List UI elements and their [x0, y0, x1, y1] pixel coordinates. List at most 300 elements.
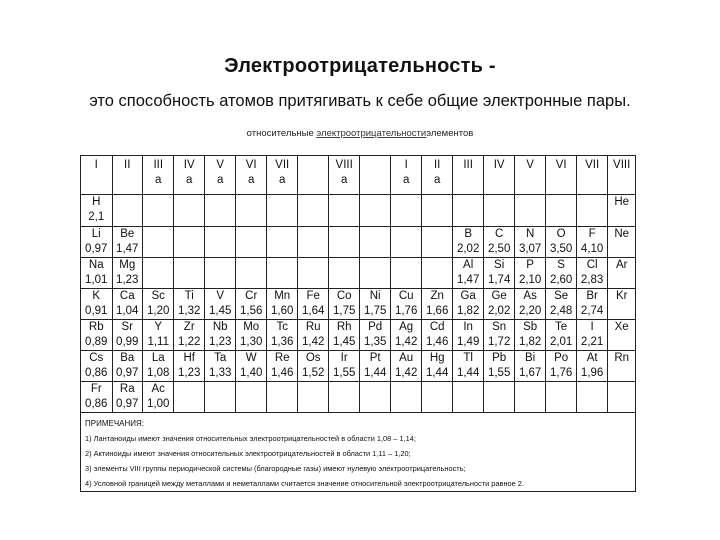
- electronegativity-value: 1,82: [518, 336, 542, 348]
- element-symbol: O: [556, 228, 566, 240]
- electronegativity-value: 1,52: [302, 367, 325, 379]
- element-symbol: Tc: [276, 321, 288, 333]
- group-number: I: [94, 159, 98, 171]
- subgroup-letter: a: [248, 174, 255, 186]
- electronegativity-value: 1,42: [394, 367, 418, 379]
- group-header-cell: [236, 156, 266, 195]
- element-cell: [142, 195, 174, 227]
- element-symbol: Cd: [429, 321, 445, 333]
- element-symbol: Co: [336, 290, 352, 302]
- note-item: 3) элементы VIII группы периодической системы (благородные газы) имеют нулевую электроотрицательность;: [85, 464, 466, 473]
- electronegativity-value: 1,45: [209, 305, 232, 317]
- element-cell: [204, 289, 236, 320]
- element-cell: [452, 258, 484, 289]
- group-header-cell: [81, 156, 113, 195]
- element-cell: [142, 289, 174, 320]
- element-cell: [298, 320, 328, 351]
- element-symbol: W: [245, 352, 257, 364]
- electronegativity-value: 1,46: [271, 367, 294, 379]
- element-cell: [484, 320, 514, 351]
- element-cell: [484, 351, 514, 382]
- subgroup-letter: a: [186, 174, 193, 186]
- element-symbol: Y: [154, 321, 163, 333]
- element-cell: [390, 382, 422, 413]
- element-cell: [236, 227, 266, 258]
- subgroup-letter: a: [402, 174, 410, 186]
- element-symbol: Sb: [523, 321, 538, 333]
- electronegativity-value: 1,76: [394, 305, 418, 317]
- element-cell: [112, 382, 142, 413]
- element-symbol: Sn: [492, 321, 507, 333]
- element-symbol: Pb: [492, 352, 507, 364]
- group-header-row: [81, 156, 636, 195]
- group-number: II: [124, 159, 131, 171]
- element-symbol: Ge: [491, 290, 507, 302]
- element-cell: [360, 258, 390, 289]
- group-header-cell: [546, 156, 576, 195]
- group-header-cell: [266, 156, 298, 195]
- electronegativity-value: 1,11: [147, 336, 169, 348]
- electronegativity-table-container: [80, 155, 636, 488]
- element-symbol: Ir: [340, 352, 348, 364]
- element-symbol: Zr: [183, 321, 195, 333]
- element-symbol: Ca: [119, 290, 135, 302]
- element-cell: [546, 289, 576, 320]
- electronegativity-value: 2,20: [518, 305, 542, 317]
- group-number: VII: [585, 159, 600, 171]
- element-symbol: Bi: [525, 352, 536, 364]
- element-symbol: Mg: [119, 259, 136, 271]
- electronegativity-value: 1,44: [425, 367, 449, 379]
- note-item: 4) Условной границей между металлами и неметаллами считается значение относительной электроотрицательности равное 2.: [85, 479, 524, 488]
- element-cell: [390, 289, 422, 320]
- group-number: V: [526, 159, 534, 171]
- element-cell: [484, 289, 514, 320]
- element-cell: [266, 351, 298, 382]
- element-cell: [112, 258, 142, 289]
- electronegativity-value: 1,42: [394, 336, 418, 348]
- element-symbol: H: [92, 196, 101, 208]
- element-cell: [174, 382, 204, 413]
- element-cell: [204, 195, 236, 227]
- element-symbol: Be: [120, 228, 135, 240]
- electronegativity-value: 0,86: [85, 398, 108, 410]
- element-cell: [484, 382, 514, 413]
- electronegativity-value: 2,50: [487, 243, 511, 255]
- electronegativity-value: 1,22: [178, 336, 201, 348]
- element-symbol: He: [614, 196, 630, 208]
- electronegativity-value: 3,50: [549, 243, 573, 255]
- period-row: [81, 320, 636, 351]
- table-caption: [0, 128, 720, 139]
- electronegativity-value: 1,23: [116, 274, 139, 286]
- electronegativity-value: 1,64: [302, 305, 325, 317]
- element-cell: [266, 258, 298, 289]
- subgroup-letter: a: [340, 174, 348, 186]
- element-cell: [174, 289, 204, 320]
- element-cell: [298, 351, 328, 382]
- element-cell: [266, 382, 298, 413]
- electronegativity-value: 1,74: [487, 274, 511, 286]
- electronegativity-value: 1,75: [363, 305, 387, 317]
- page-title: Электроотрицательность -: [224, 55, 496, 77]
- element-symbol: Cl: [586, 259, 598, 271]
- electronegativity-value: 1,45: [332, 336, 356, 348]
- group-number: VIII: [335, 159, 353, 171]
- electronegativity-value: 0,89: [85, 336, 108, 348]
- caption-suffix: элементов: [426, 128, 474, 139]
- electronegativity-value: 2,48: [549, 305, 573, 317]
- element-cell: [142, 320, 174, 351]
- electronegativity-value: 1,67: [518, 367, 542, 379]
- element-cell: [174, 320, 204, 351]
- element-symbol: Ba: [120, 352, 135, 364]
- electronegativity-value: 3,07: [518, 243, 542, 255]
- element-cell: [112, 320, 142, 351]
- element-cell: [298, 227, 328, 258]
- element-symbol: S: [557, 259, 565, 271]
- element-cell: [452, 351, 484, 382]
- element-symbol: Li: [91, 228, 101, 240]
- electronegativity-value: 1,82: [456, 305, 480, 317]
- element-cell: [328, 382, 360, 413]
- group-header-cell: [112, 156, 142, 195]
- element-symbol: Al: [463, 259, 474, 271]
- element-symbol: Hg: [429, 352, 445, 364]
- notes-heading: ПРИМЕЧАНИЯ:: [85, 419, 145, 428]
- element-cell: [514, 258, 546, 289]
- electronegativity-value: 1,01: [85, 274, 108, 286]
- element-cell: [514, 289, 546, 320]
- element-cell: [236, 351, 266, 382]
- group-number: VII: [275, 159, 290, 171]
- electronegativity-value: 2,01: [549, 336, 573, 348]
- group-number: VI: [555, 159, 567, 171]
- element-cell: [142, 351, 174, 382]
- element-symbol: Te: [555, 321, 568, 333]
- element-cell: [608, 227, 636, 258]
- electronegativity-value: 1,20: [147, 305, 170, 317]
- element-cell: [328, 227, 360, 258]
- element-cell: [174, 351, 204, 382]
- element-cell: [81, 195, 113, 227]
- notes-cell: [81, 413, 636, 492]
- element-symbol: Cs: [89, 352, 104, 364]
- electronegativity-value: 1,75: [332, 305, 356, 317]
- element-cell: [298, 382, 328, 413]
- element-symbol: Ne: [614, 228, 630, 240]
- element-symbol: Hf: [183, 352, 195, 364]
- element-cell: [298, 289, 328, 320]
- element-cell: [514, 382, 546, 413]
- element-cell: [390, 195, 422, 227]
- element-cell: [236, 320, 266, 351]
- note-item: 1) Лантаноиды имеют значения относительных электроотрицательностей в области 1,08 – 1,14;: [85, 434, 416, 443]
- period-row: [81, 351, 636, 382]
- element-cell: [142, 382, 174, 413]
- element-cell: [576, 195, 608, 227]
- electronegativity-value: 2,10: [518, 274, 542, 286]
- element-cell: [298, 258, 328, 289]
- element-cell: [204, 320, 236, 351]
- element-cell: [298, 195, 328, 227]
- element-cell: [360, 351, 390, 382]
- element-symbol: Kr: [615, 290, 628, 302]
- element-symbol: B: [464, 228, 472, 240]
- element-symbol: Pd: [368, 321, 383, 333]
- electronegativity-value: 1,56: [240, 305, 263, 317]
- element-cell: [546, 227, 576, 258]
- group-header-cell: [360, 156, 390, 195]
- electronegativity-value: 1,04: [116, 305, 139, 317]
- element-cell: [576, 227, 608, 258]
- element-symbol: Na: [88, 259, 104, 271]
- electronegativity-value: 1,49: [456, 336, 480, 348]
- electronegativity-value: 4,10: [580, 243, 604, 255]
- group-header-cell: [576, 156, 608, 195]
- group-number: I: [404, 159, 408, 171]
- element-cell: [452, 382, 484, 413]
- electronegativity-value: 1,76: [549, 367, 573, 379]
- caption-prefix: относительные: [246, 128, 314, 139]
- element-cell: [112, 195, 142, 227]
- element-cell: [546, 195, 576, 227]
- electronegativity-value: 0,97: [85, 243, 108, 255]
- element-cell: [484, 195, 514, 227]
- element-symbol: Ar: [615, 259, 628, 271]
- period-row: [81, 382, 636, 413]
- element-cell: [390, 351, 422, 382]
- subgroup-letter: a: [155, 174, 162, 186]
- element-symbol: As: [523, 290, 537, 302]
- element-symbol: Ti: [184, 290, 194, 302]
- element-cell: [576, 289, 608, 320]
- element-cell: [204, 382, 236, 413]
- electronegativity-value: 2,83: [580, 274, 604, 286]
- element-cell: [266, 227, 298, 258]
- electronegativity-value: 1,30: [240, 336, 263, 348]
- element-cell: [266, 289, 298, 320]
- electronegativity-value: 1,35: [363, 336, 387, 348]
- group-number: VIII: [613, 159, 631, 171]
- group-header-cell: [484, 156, 514, 195]
- element-symbol: Xe: [614, 321, 629, 333]
- electronegativity-value: 1,40: [240, 367, 263, 379]
- element-cell: [546, 320, 576, 351]
- note-item: 2) Актиноиды имеют значения относительных электроотрицательностей в области 1,11 – 1,20;: [85, 449, 411, 458]
- group-number: V: [216, 159, 225, 171]
- element-symbol: Au: [399, 352, 414, 364]
- element-cell: [608, 258, 636, 289]
- element-symbol: Os: [305, 352, 321, 364]
- electronegativity-value: 2,1: [88, 211, 105, 223]
- element-symbol: Sc: [151, 290, 165, 302]
- element-cell: [576, 258, 608, 289]
- element-cell: [328, 351, 360, 382]
- electronegativity-value: 1,23: [178, 367, 201, 379]
- caption-link[interactable]: электроотрицательности: [316, 128, 427, 139]
- element-symbol: Ta: [214, 352, 227, 364]
- element-cell: [390, 227, 422, 258]
- group-number: III: [463, 159, 473, 171]
- element-symbol: V: [216, 290, 225, 302]
- period-row: [81, 195, 636, 227]
- element-cell: [236, 195, 266, 227]
- period-row: [81, 227, 636, 258]
- element-cell: [204, 227, 236, 258]
- subgroup-letter: a: [279, 174, 286, 186]
- electronegativity-value: 0,91: [85, 305, 108, 317]
- element-cell: [81, 351, 113, 382]
- element-cell: [204, 351, 236, 382]
- notes-row: [81, 413, 636, 492]
- element-cell: [174, 195, 204, 227]
- electronegativity-value: 2,02: [456, 243, 480, 255]
- element-cell: [112, 289, 142, 320]
- element-cell: [328, 195, 360, 227]
- electronegativity-value: 1,72: [487, 336, 511, 348]
- electronegativity-table: [80, 155, 636, 492]
- element-cell: [452, 227, 484, 258]
- group-header-cell: [608, 156, 636, 195]
- element-cell: [484, 227, 514, 258]
- element-cell: [81, 382, 113, 413]
- element-cell: [608, 289, 636, 320]
- element-symbol: Fr: [90, 383, 102, 395]
- element-symbol: Pt: [369, 352, 381, 364]
- element-cell: [422, 382, 452, 413]
- element-symbol: Si: [494, 259, 505, 271]
- element-symbol: Se: [554, 290, 569, 302]
- group-header-cell: [390, 156, 422, 195]
- group-header-cell: [514, 156, 546, 195]
- group-number: VI: [245, 159, 257, 171]
- element-cell: [81, 227, 113, 258]
- element-symbol: Mn: [274, 290, 291, 302]
- electronegativity-value: 1,96: [580, 367, 604, 379]
- element-symbol: Zn: [430, 290, 444, 302]
- electronegativity-value: 0,97: [116, 367, 139, 379]
- element-cell: [608, 351, 636, 382]
- element-symbol: Ra: [119, 383, 135, 395]
- element-symbol: N: [525, 228, 535, 240]
- element-cell: [452, 195, 484, 227]
- element-symbol: Fe: [306, 290, 320, 302]
- element-cell: [81, 258, 113, 289]
- element-cell: [576, 351, 608, 382]
- electronegativity-value: 2,60: [549, 274, 573, 286]
- element-symbol: Ru: [305, 321, 321, 333]
- element-symbol: In: [463, 321, 473, 333]
- element-symbol: Re: [274, 352, 290, 364]
- element-cell: [514, 320, 546, 351]
- electronegativity-value: 1,23: [209, 336, 232, 348]
- electronegativity-value: 1,42: [302, 336, 325, 348]
- element-symbol: Rn: [614, 352, 630, 364]
- element-symbol: Br: [586, 290, 598, 302]
- electronegativity-value: 2,02: [487, 305, 511, 317]
- element-cell: [266, 195, 298, 227]
- element-symbol: Ag: [399, 321, 414, 333]
- element-cell: [360, 227, 390, 258]
- electronegativity-value: 1,47: [456, 274, 480, 286]
- electronegativity-value: 0,86: [85, 367, 108, 379]
- element-cell: [142, 227, 174, 258]
- element-symbol: Po: [554, 352, 569, 364]
- element-cell: [360, 320, 390, 351]
- element-symbol: P: [526, 259, 534, 271]
- element-symbol: Ni: [369, 290, 381, 302]
- electronegativity-value: 0,99: [116, 336, 139, 348]
- electronegativity-value: 2,21: [580, 336, 604, 348]
- element-symbol: Rb: [88, 321, 104, 333]
- element-symbol: C: [494, 228, 504, 240]
- element-cell: [328, 258, 360, 289]
- element-cell: [204, 258, 236, 289]
- electronegativity-value: 1,44: [456, 367, 480, 379]
- element-symbol: Nb: [212, 321, 228, 333]
- element-cell: [546, 351, 576, 382]
- element-cell: [452, 289, 484, 320]
- group-number: II: [433, 159, 441, 171]
- element-cell: [360, 289, 390, 320]
- element-symbol: La: [151, 352, 165, 364]
- electronegativity-value: 1,55: [487, 367, 511, 379]
- group-header-cell: [422, 156, 452, 195]
- element-cell: [422, 195, 452, 227]
- element-cell: [576, 382, 608, 413]
- electronegativity-value: 1,47: [116, 243, 139, 255]
- group-header-cell: [328, 156, 360, 195]
- element-cell: [266, 320, 298, 351]
- group-number: IV: [183, 159, 195, 171]
- element-cell: [546, 258, 576, 289]
- element-cell: [360, 382, 390, 413]
- element-cell: [576, 320, 608, 351]
- group-header-cell: [204, 156, 236, 195]
- period-row: [81, 289, 636, 320]
- element-symbol: At: [586, 352, 598, 364]
- element-symbol: Cr: [245, 290, 258, 302]
- electronegativity-value: 1,33: [209, 367, 232, 379]
- element-cell: [608, 195, 636, 227]
- element-cell: [174, 227, 204, 258]
- element-cell: [422, 258, 452, 289]
- group-number: IV: [493, 159, 505, 171]
- electronegativity-value: 1,66: [425, 305, 449, 317]
- electronegativity-value: 1,36: [271, 336, 294, 348]
- definition-text: это способность атомов притягивать к себе общие электронные пары.: [89, 92, 631, 110]
- element-symbol: F: [588, 228, 596, 240]
- electronegativity-value: 1,00: [147, 398, 170, 410]
- element-cell: [112, 351, 142, 382]
- electronegativity-value: 0,97: [116, 398, 139, 410]
- element-cell: [546, 382, 576, 413]
- element-cell: [514, 195, 546, 227]
- element-cell: [236, 382, 266, 413]
- element-cell: [422, 227, 452, 258]
- element-cell: [328, 320, 360, 351]
- group-number: III: [153, 159, 164, 171]
- subgroup-letter: a: [433, 174, 441, 186]
- element-cell: [81, 289, 113, 320]
- electronegativity-value: 1,32: [178, 305, 201, 317]
- element-symbol: Sr: [121, 321, 133, 333]
- element-symbol: Ga: [460, 290, 476, 302]
- group-header-cell: [452, 156, 484, 195]
- element-cell: [81, 320, 113, 351]
- element-cell: [452, 320, 484, 351]
